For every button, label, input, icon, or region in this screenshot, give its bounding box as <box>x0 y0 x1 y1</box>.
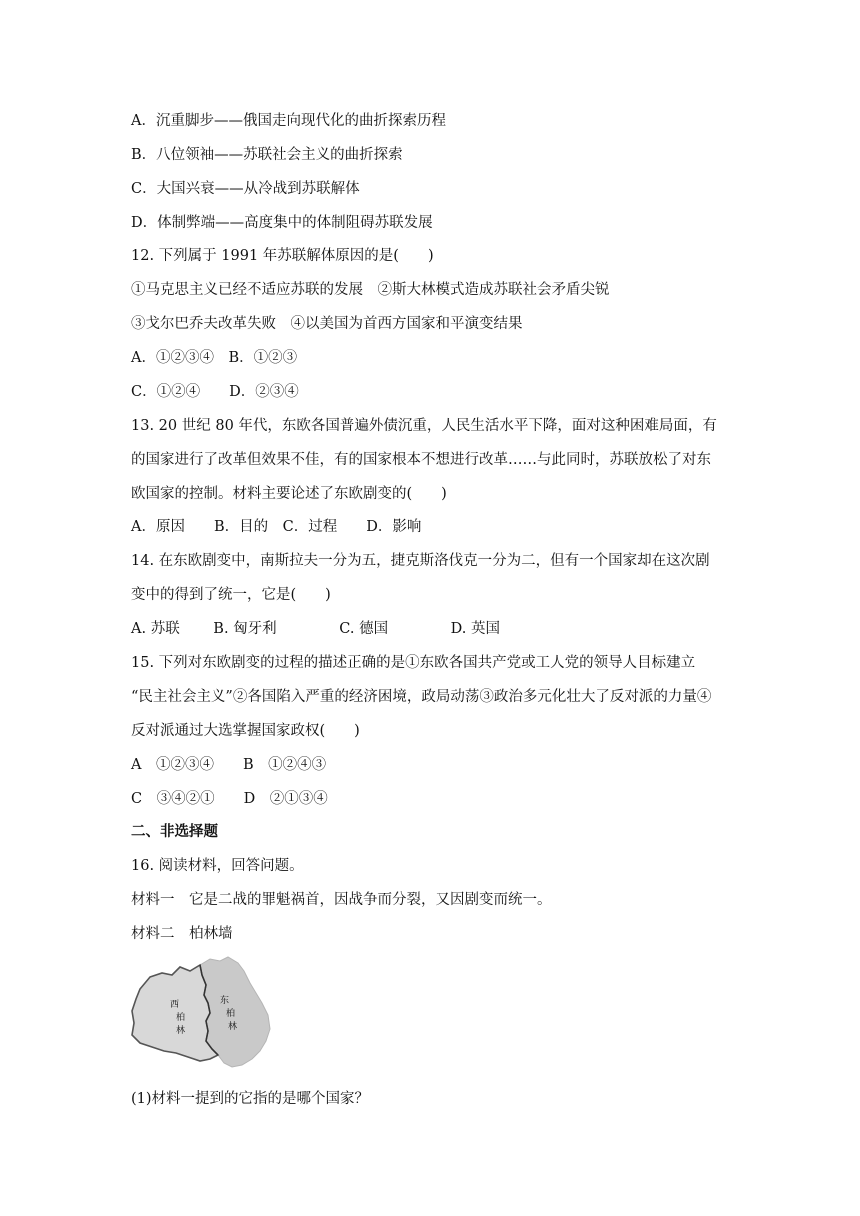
q15-line-3: 反对派通过大选掌握国家政权( ) <box>131 723 360 739</box>
q16-stem: 16. 阅读材料，回答问题。 <box>131 858 304 874</box>
q15-line-2: “民主社会主义”②各国陷入严重的经济困境，政局动荡③政治多元化壮大了反对派的力量④ <box>131 689 712 705</box>
q14-line-2: 变中的得到了统一，它是( ) <box>131 587 331 603</box>
q12-items-line-1: ①马克思主义已经不适应苏联的发展 ②斯大林模式造成苏联社会矛盾尖锐 <box>131 282 610 298</box>
map-label-west-2: 柏 <box>176 1013 186 1023</box>
q11-option-d: D．体制弊端——高度集中的体制阻碍苏联发展 <box>131 215 433 231</box>
map-label-west-3: 林 <box>176 1026 186 1036</box>
q15-options-line-2: C ③④②① D ②①③④ <box>131 791 328 807</box>
q16-sub-question-1: (1)材料一提到的它指的是哪个国家？ <box>131 1091 370 1107</box>
q15-line-1: 15. 下列对东欧剧变的过程的描述正确的是①东欧各国共产党或工人党的领导人目标建立 <box>131 655 696 671</box>
q14-line-1: 14. 在东欧剧变中，南斯拉夫一分为五，捷克斯洛伐克一分为二，但有一个国家却在这次剧 <box>131 553 710 569</box>
q13-line-1: 13. 20 世纪 80 年代，东欧各国普遍外债沉重，人民生活水平下降，面对这种困难局面，有 <box>131 418 717 434</box>
map-label-east-2: 柏 <box>226 1009 236 1019</box>
berlin-wall-map <box>128 955 276 1070</box>
q11-option-c: C．大国兴衰——从冷战到苏联解体 <box>131 181 360 197</box>
section-heading: 二、非选择题 <box>131 823 218 840</box>
q16-material-2: 材料二 柏林墙 <box>131 926 233 942</box>
map-label-east-1: 东 <box>220 996 230 1006</box>
q13-line-2: 的国家进行了改革但效果不佳，有的国家根本不想进行改革……与此同时，苏联放松了对东 <box>131 452 711 468</box>
q12-options-line-2: C．①②④ D．②③④ <box>131 384 299 400</box>
map-label-east-3: 林 <box>228 1022 238 1032</box>
q14-options: A. 苏联 B. 匈牙利 C. 德国 D. 英国 <box>131 621 501 637</box>
q11-option-a: A．沉重脚步——俄国走向现代化的曲折探索历程 <box>131 113 446 129</box>
q11-option-b: B．八位领袖——苏联社会主义的曲折探索 <box>131 147 403 163</box>
q15-options-line-1: A ①②③④ B ①②④③ <box>131 757 327 773</box>
map-label-west-1: 西 <box>170 1000 180 1010</box>
q13-line-3: 欧国家的控制。材料主要论述了东欧剧变的( ) <box>131 486 447 502</box>
q12-stem: 12. 下列属于 1991 年苏联解体原因的是( ) <box>131 248 434 264</box>
q12-items-line-2: ③戈尔巴乔夫改革失败 ④以美国为首西方国家和平演变结果 <box>131 316 523 332</box>
q16-material-1: 材料一 它是二战的罪魁祸首，因战争而分裂，又因剧变而统一。 <box>131 892 552 908</box>
q13-options: A．原因 B．目的 C．过程 D．影响 <box>131 519 422 535</box>
q12-options-line-1: A．①②③④ B．①②③ <box>131 350 298 366</box>
